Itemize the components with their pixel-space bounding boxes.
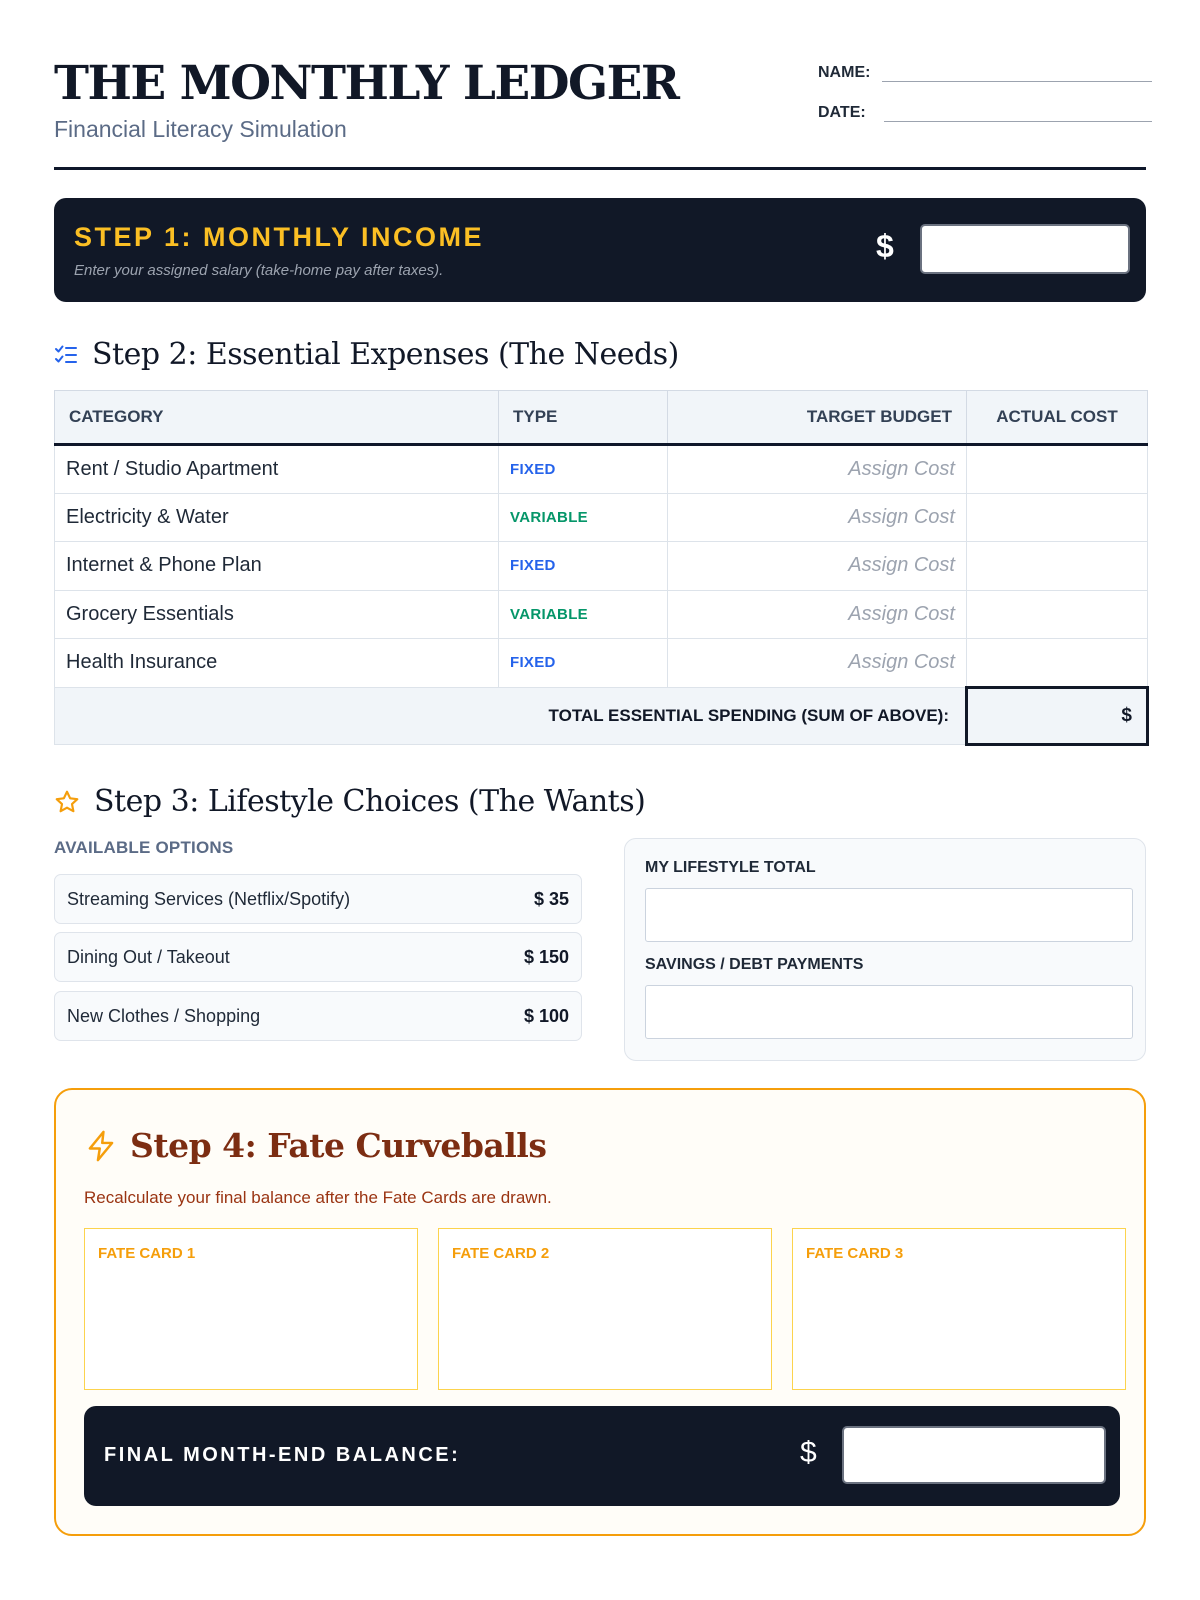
- step4-title: Step 4: Fate Curveballs: [130, 1126, 547, 1165]
- option-price: $ 100: [523, 1005, 569, 1026]
- target-budget-field[interactable]: Assign Cost: [668, 542, 967, 591]
- step2-heading: [54, 337, 679, 372]
- column-header-actual-cost: ACTUAL COST: [967, 391, 1148, 445]
- lifestyle-option[interactable]: [54, 874, 582, 924]
- expense-category: Internet & Phone Plan: [55, 542, 499, 591]
- table-row: [55, 493, 1148, 542]
- target-budget-field[interactable]: Assign Cost: [668, 590, 967, 639]
- header-divider: [54, 167, 1146, 170]
- page-subtitle: Financial Literacy Simulation: [54, 116, 347, 142]
- expense-type-badge: FIXED: [499, 639, 668, 688]
- expense-category: Grocery Essentials: [55, 590, 499, 639]
- final-balance-label: FINAL MONTH-END BALANCE:: [104, 1444, 461, 1466]
- date-field[interactable]: [818, 102, 1152, 122]
- actual-cost-field[interactable]: [967, 639, 1148, 688]
- fate-card[interactable]: [438, 1228, 772, 1390]
- expense-category: Electricity & Water: [55, 493, 499, 542]
- lifestyle-option[interactable]: [54, 991, 582, 1041]
- monthly-income-panel: [54, 198, 1146, 302]
- total-row: [55, 687, 1148, 744]
- table-header-row: [55, 391, 1148, 445]
- column-header-category: CATEGORY: [55, 391, 499, 445]
- star-icon: [54, 789, 80, 815]
- column-header-target-budget: TARGET BUDGET: [668, 391, 967, 445]
- option-name: Streaming Services (Netflix/Spotify): [67, 888, 351, 909]
- lifestyle-summary-panel: [624, 838, 1146, 1061]
- fate-card-label: FATE CARD 1: [98, 1245, 196, 1262]
- fate-card[interactable]: [792, 1228, 1126, 1390]
- table-row: [55, 445, 1148, 494]
- income-subtitle: Enter your assigned salary (take-home pay after taxes).: [74, 262, 444, 279]
- income-currency: $: [876, 228, 894, 264]
- expense-category: Rent / Studio Apartment: [55, 445, 499, 494]
- final-balance-currency: $: [800, 1436, 817, 1469]
- income-title: STEP 1: MONTHLY INCOME: [74, 222, 485, 252]
- step2-title: Step 2: Essential Expenses (The Needs): [92, 337, 679, 372]
- date-line[interactable]: [884, 102, 1152, 122]
- actual-cost-field[interactable]: [967, 542, 1148, 591]
- step4-heading: [86, 1126, 546, 1165]
- final-balance-input[interactable]: [842, 1426, 1106, 1484]
- page-title: THE MONTHLY LEDGER: [54, 56, 679, 111]
- option-name: New Clothes / Shopping: [67, 1005, 261, 1026]
- total-essential-label: TOTAL ESSENTIAL SPENDING (SUM OF ABOVE):: [55, 687, 967, 744]
- name-field[interactable]: [818, 62, 1152, 82]
- expense-type-badge: VARIABLE: [499, 590, 668, 639]
- actual-cost-field[interactable]: [967, 590, 1148, 639]
- name-label: NAME:: [818, 64, 871, 81]
- checklist-icon: [54, 344, 78, 366]
- available-options-label: AVAILABLE OPTIONS: [54, 838, 234, 857]
- lightning-icon: [86, 1130, 116, 1162]
- final-balance-bar: [84, 1406, 1120, 1506]
- total-essential-field[interactable]: $: [967, 687, 1148, 744]
- target-budget-field[interactable]: Assign Cost: [668, 639, 967, 688]
- fate-card-label: FATE CARD 3: [806, 1245, 904, 1262]
- option-price: $ 35: [533, 888, 569, 909]
- step3-heading: [54, 784, 645, 819]
- option-price: $ 150: [523, 946, 569, 967]
- target-budget-field[interactable]: Assign Cost: [668, 493, 967, 542]
- actual-cost-field[interactable]: [967, 493, 1148, 542]
- expense-type-badge: FIXED: [499, 542, 668, 591]
- savings-debt-input[interactable]: [645, 985, 1133, 1039]
- target-budget-field[interactable]: Assign Cost: [668, 445, 967, 494]
- lifestyle-total-input[interactable]: [645, 888, 1133, 942]
- actual-cost-field[interactable]: [967, 445, 1148, 494]
- lifestyle-option[interactable]: [54, 932, 582, 982]
- step4-description: Recalculate your final balance after the Fate Cards are drawn.: [84, 1188, 552, 1207]
- table-row: [55, 590, 1148, 639]
- fate-curveballs-panel: [54, 1088, 1146, 1536]
- table-row: [55, 639, 1148, 688]
- expense-category: Health Insurance: [55, 639, 499, 688]
- column-header-type: TYPE: [499, 391, 668, 445]
- date-label: DATE:: [818, 104, 866, 121]
- step3-title: Step 3: Lifestyle Choices (The Wants): [94, 784, 646, 819]
- table-row: [55, 542, 1148, 591]
- lifestyle-total-label: MY LIFESTYLE TOTAL: [645, 859, 816, 876]
- income-input[interactable]: [920, 224, 1130, 274]
- fate-card[interactable]: [84, 1228, 418, 1390]
- savings-debt-label: SAVINGS / DEBT PAYMENTS: [645, 956, 864, 973]
- option-name: Dining Out / Takeout: [67, 946, 230, 967]
- expense-type-badge: FIXED: [499, 445, 668, 494]
- expenses-table: [54, 390, 1149, 746]
- expense-type-badge: VARIABLE: [499, 493, 668, 542]
- fate-card-label: FATE CARD 2: [452, 1245, 550, 1262]
- name-line[interactable]: [882, 62, 1152, 82]
